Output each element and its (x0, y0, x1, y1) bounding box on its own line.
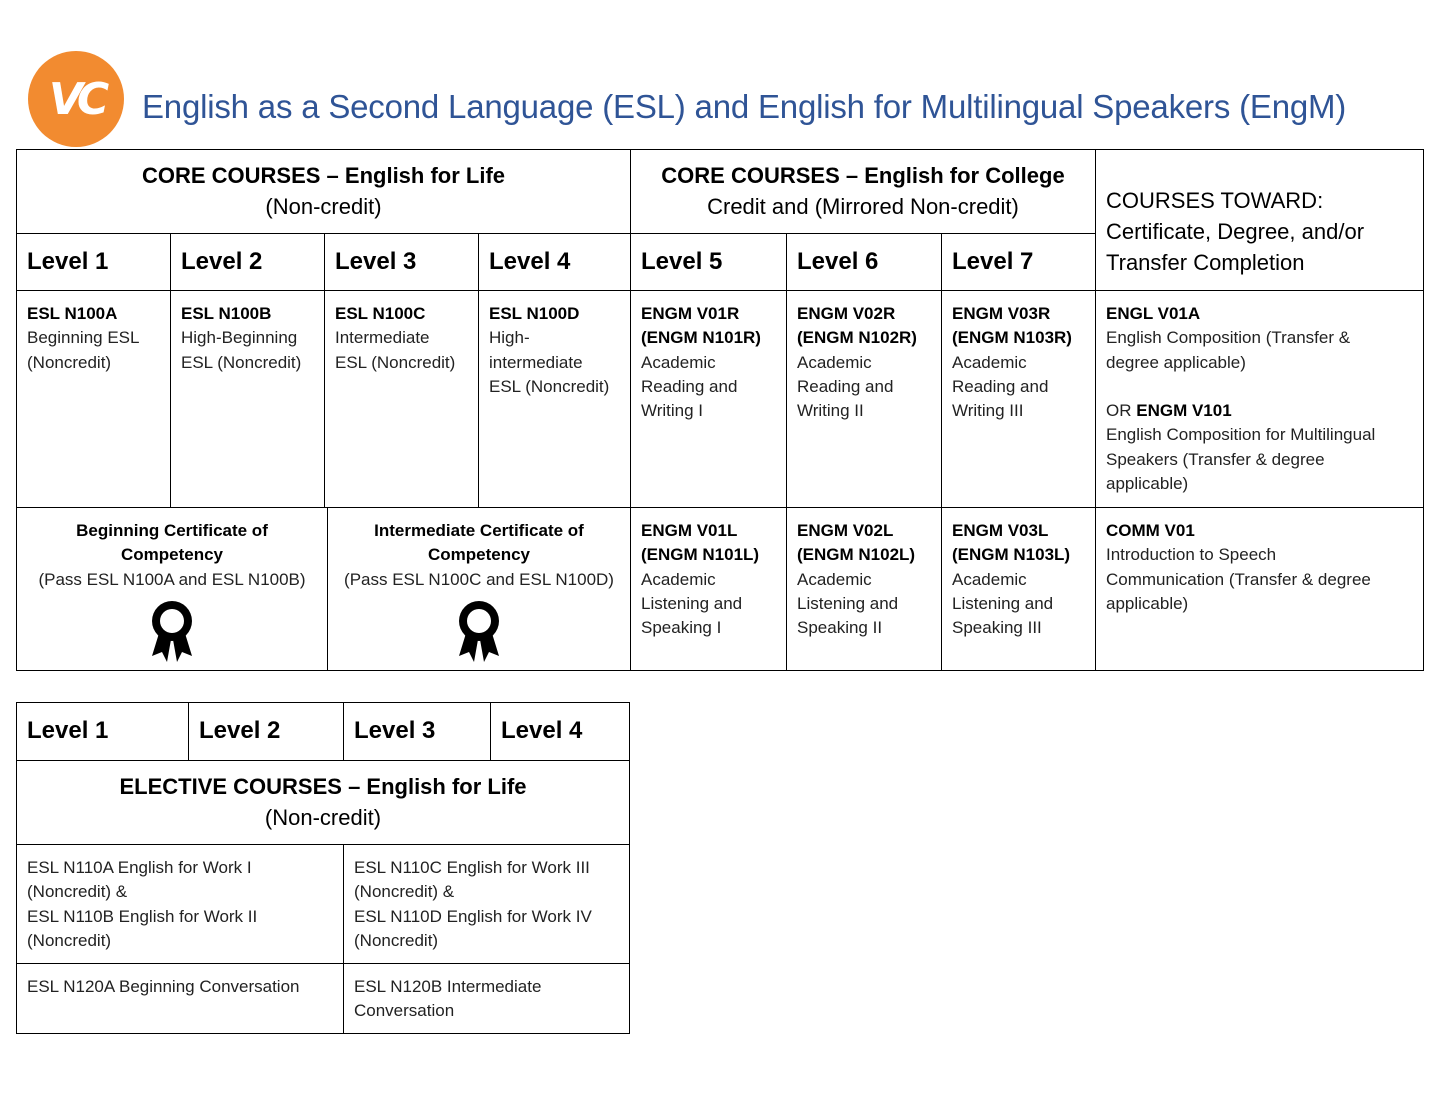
level-4-header: Level 4 (478, 233, 631, 291)
level-3-header: Level 3 (324, 233, 479, 291)
elective-line: (Noncredit) & (354, 882, 455, 902)
elective-cell-intermediate-conversation (343, 963, 630, 1034)
elective-heading: ELECTIVE COURSES – English for Life (119, 774, 527, 799)
elective-sub: (Non-credit) (264, 805, 382, 830)
course-cell-esl-n100d (478, 290, 631, 508)
level-2-header: Level 2 (170, 233, 325, 291)
elective-line: (Noncredit) (27, 930, 112, 950)
course-desc: intermediate (489, 352, 583, 372)
beginning-certificate-cell (16, 507, 328, 671)
course-desc: Academic (641, 352, 716, 372)
core-college-heading: CORE COURSES – English for College (661, 163, 1065, 188)
course-desc: English Composition for Multilingual (1106, 425, 1376, 445)
cert-title-line1: Intermediate Certificate of (374, 521, 584, 540)
course-cell-engm-v03r (941, 290, 1096, 508)
course-code-mirror: (ENGM N101L) (641, 545, 760, 565)
elective-level-3-header: Level 3 (343, 702, 491, 761)
elective-line: ESL N110C English for Work III (354, 858, 590, 877)
college-logo (28, 51, 124, 147)
course-desc: Communication (Transfer & degree (1106, 569, 1371, 589)
elective-level-4-header: Level 4 (490, 702, 630, 761)
course-desc: Reading and (797, 376, 894, 396)
course-code: ENGM V01R (641, 304, 740, 323)
course-cell-engm-v03l (941, 507, 1096, 671)
core-college-header (630, 149, 1096, 234)
course-desc: Academic (797, 352, 872, 372)
core-college-sub: Credit and (Mirrored Non-credit) (707, 194, 1019, 219)
core-life-heading: CORE COURSES – English for Life (141, 163, 506, 188)
course-desc: Speaking II (797, 618, 883, 638)
level-6-header: Level 6 (786, 233, 942, 291)
course-code: ENGM V02R (797, 304, 896, 323)
course-desc: Academic (641, 569, 716, 589)
course-desc: Writing III (952, 401, 1024, 421)
cert-requirement: (Pass ESL N100C and ESL N100D) (344, 569, 614, 589)
course-desc: High-Beginning (181, 328, 298, 348)
elective-level-1-header: Level 1 (16, 702, 189, 761)
elective-line: ESL N120A Beginning Conversation (27, 977, 300, 996)
course-cell-engm-v02r (786, 290, 942, 508)
course-cell-esl-n100a (16, 290, 171, 508)
course-desc: Reading and (641, 376, 738, 396)
logo-text: VC (48, 73, 104, 125)
elective-line: ESL N110B English for Work II (27, 906, 258, 926)
elective-line: ESL N110D English for Work IV (354, 906, 592, 926)
course-desc: Academic (797, 569, 872, 589)
elective-line: (Noncredit) & (27, 882, 128, 902)
course-desc: Writing I (641, 401, 704, 421)
elective-line: ESL N110A English for Work I (27, 858, 252, 877)
elective-line: (Noncredit) (354, 930, 439, 950)
course-code: ESL N100D (489, 304, 580, 323)
elective-cell-beginning-conversation (16, 963, 344, 1034)
toward-line3: Transfer Completion (1106, 250, 1305, 275)
course-code-alt: ENGM V101 (1136, 401, 1232, 421)
elective-level-2-header: Level 2 (188, 702, 344, 761)
or-label: OR (1106, 401, 1132, 421)
course-code: ENGM V03L (952, 521, 1049, 540)
course-desc: Writing II (797, 401, 864, 421)
intermediate-certificate-cell (327, 507, 631, 671)
core-life-sub: (Non-credit) (265, 194, 382, 219)
course-code-mirror: (ENGM N102R) (797, 328, 917, 348)
cert-title-line1: Beginning Certificate of (76, 521, 268, 540)
award-ribbon-icon (150, 600, 194, 662)
cert-title-line2: Competency (120, 545, 224, 565)
course-code-mirror: (ENGM N101R) (641, 328, 761, 348)
course-cell-engl-v01a (1095, 290, 1424, 508)
course-cell-engm-v02l (786, 507, 942, 671)
course-cell-esl-n100c (324, 290, 479, 508)
cert-requirement: (Pass ESL N100A and ESL N100B) (38, 569, 306, 589)
course-desc: Listening and (797, 593, 899, 613)
page-title: English as a Second Language (ESL) and English for Multilingual Speakers (EngM) (142, 88, 1347, 125)
course-desc: Speakers (Transfer & degree (1106, 449, 1325, 469)
course-desc: English Composition (Transfer & (1106, 328, 1351, 348)
course-desc: Listening and (952, 593, 1054, 613)
course-desc: Academic (952, 352, 1027, 372)
level-7-header: Level 7 (941, 233, 1096, 291)
course-desc: Speaking I (641, 618, 722, 638)
course-desc: High- (489, 328, 530, 348)
course-desc: Intermediate (335, 328, 430, 348)
course-code: ESL N100C (335, 304, 426, 323)
course-cell-comm-v01 (1095, 507, 1424, 671)
course-desc: (Noncredit) (27, 352, 112, 372)
elective-cell-work-1-2 (16, 844, 344, 964)
course-desc: Speaking III (952, 618, 1042, 638)
level-5-header: Level 5 (630, 233, 787, 291)
course-code: ENGL V01A (1106, 304, 1201, 323)
award-ribbon-icon (457, 600, 501, 662)
course-code: ENGM V03R (952, 304, 1051, 323)
elective-header (16, 760, 630, 845)
course-desc: degree applicable) (1106, 352, 1246, 372)
course-code-mirror: (ENGM N102L) (797, 545, 916, 565)
core-life-header (16, 149, 631, 234)
course-code: ENGM V02L (797, 521, 894, 540)
course-code: ENGM V01L (641, 521, 738, 540)
course-cell-esl-n100b (170, 290, 325, 508)
course-code: ESL N100A (27, 304, 118, 323)
course-desc: ESL (Noncredit) (181, 352, 302, 372)
course-desc: applicable) (1106, 474, 1189, 494)
course-desc: applicable) (1106, 593, 1189, 613)
course-desc: Beginning ESL (27, 328, 140, 348)
course-desc: Introduction to Speech (1106, 545, 1277, 565)
elective-line: ESL N120B Intermediate (354, 977, 542, 996)
course-desc: ESL (Noncredit) (489, 376, 610, 396)
course-desc: Reading and (952, 376, 1049, 396)
course-cell-engm-v01l (630, 507, 787, 671)
level-1-header: Level 1 (16, 233, 171, 291)
cert-title-line2: Competency (427, 545, 531, 565)
courses-toward-header (1095, 149, 1424, 291)
toward-line1: COURSES TOWARD: (1106, 188, 1324, 213)
course-desc: Listening and (641, 593, 743, 613)
toward-line2: Certificate, Degree, and/or (1106, 219, 1365, 244)
course-cell-engm-v01r (630, 290, 787, 508)
elective-line: Conversation (354, 1001, 455, 1021)
course-desc: ESL (Noncredit) (335, 352, 456, 372)
course-code: COMM V01 (1106, 521, 1195, 540)
elective-cell-work-3-4 (343, 844, 630, 964)
course-code-mirror: (ENGM N103L) (952, 545, 1071, 565)
course-code-mirror: (ENGM N103R) (952, 328, 1072, 348)
course-code: ESL N100B (181, 304, 272, 323)
course-desc: Academic (952, 569, 1027, 589)
